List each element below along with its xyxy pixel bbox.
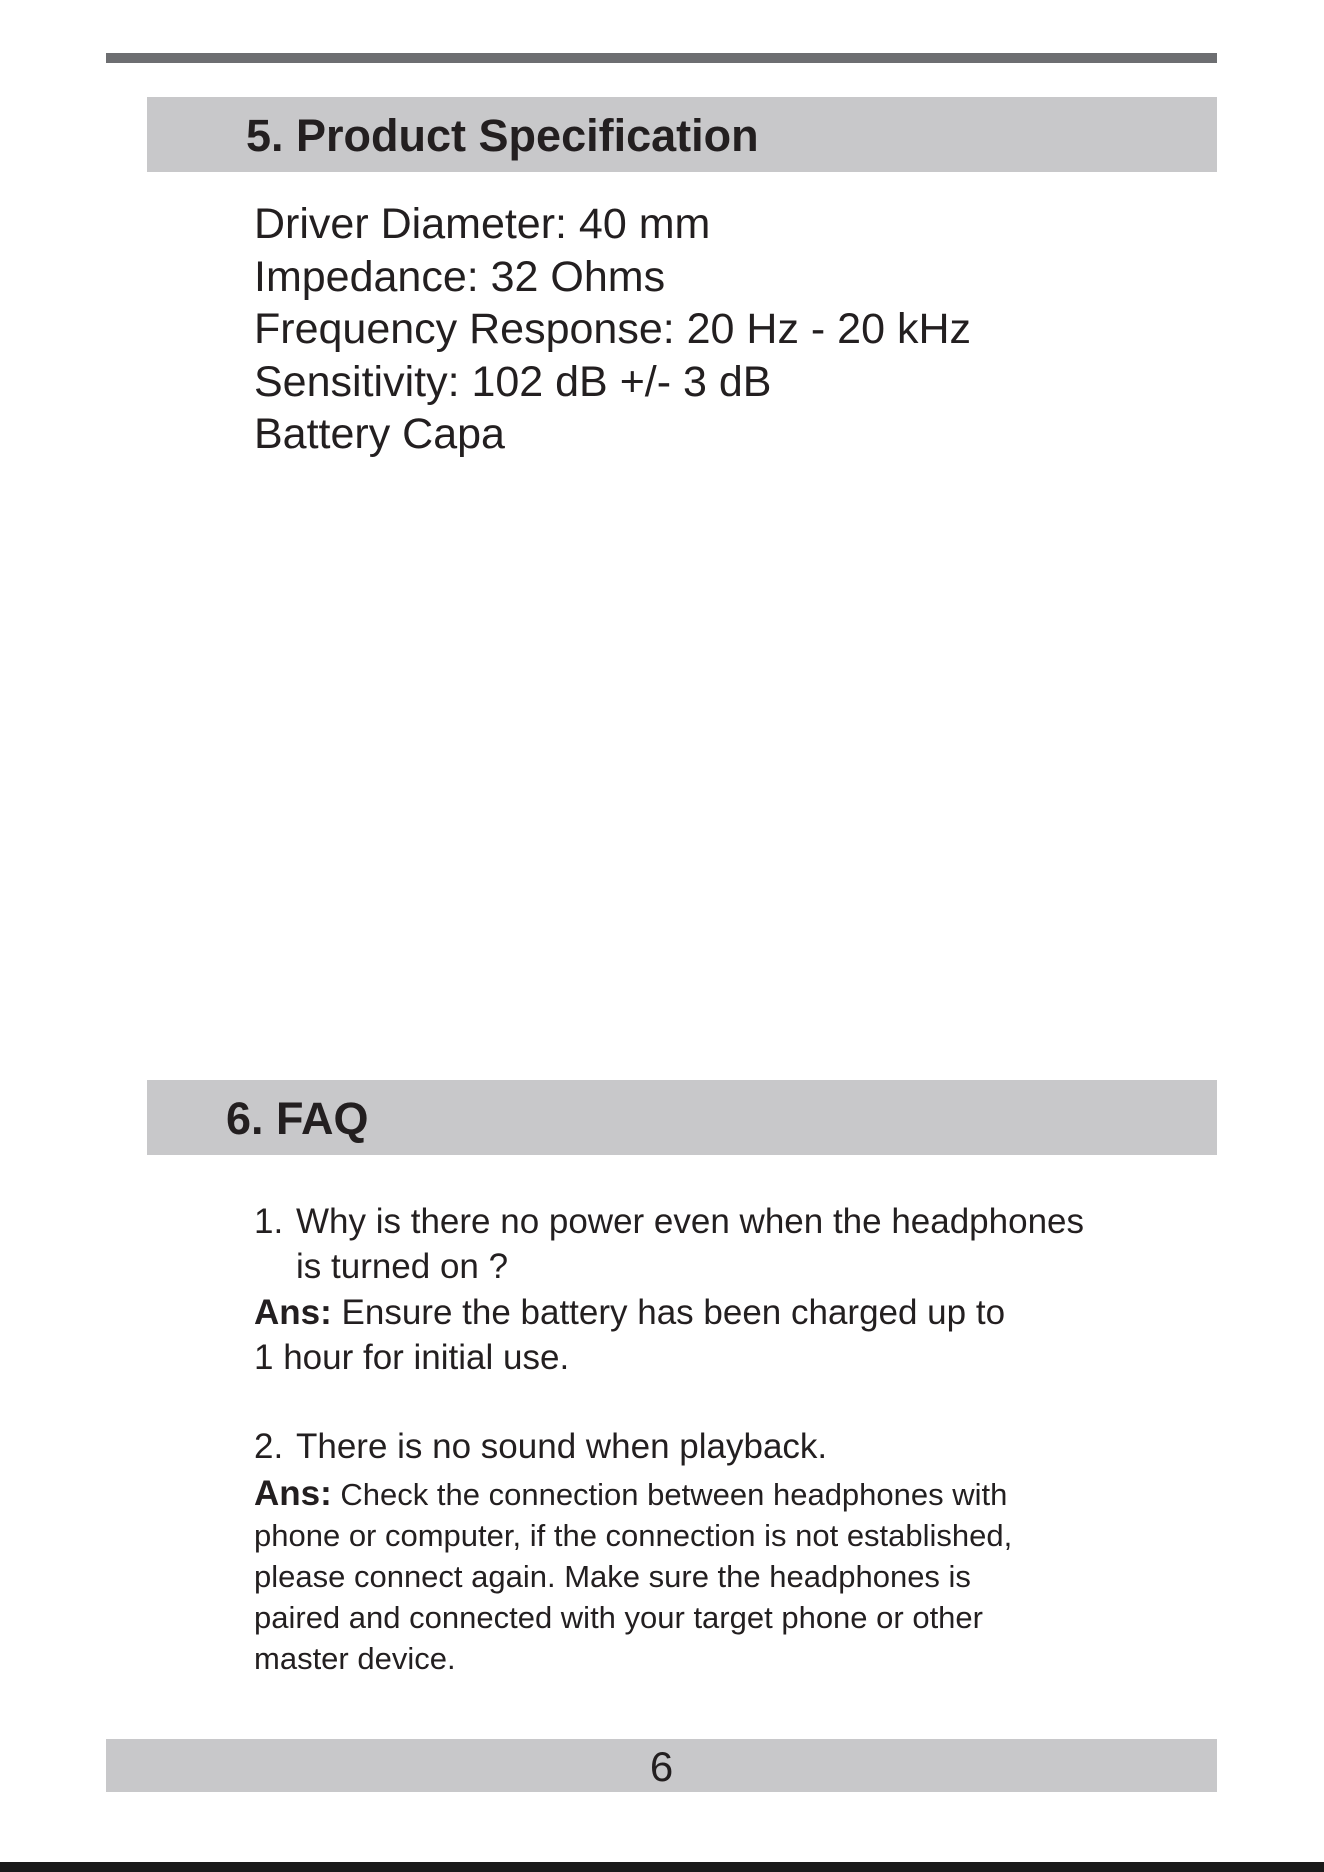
spec-item-impedance: Impedance: 32 Ohms — [254, 252, 666, 301]
spec-section-header — [147, 97, 1217, 172]
bottom-edge — [0, 1862, 1324, 1872]
spec-section-title: 5. Product Specification — [246, 110, 759, 161]
spec-item-frequency-response: Frequency Response: 20 Hz - 20 kHz — [254, 305, 971, 353]
faq-question-1-line-2: is turned on ? — [296, 1247, 509, 1286]
spec-item-battery-capacity: Battery Capa — [254, 410, 505, 458]
faq-answer-2-line-2: phone or computer, if the connection is not established, — [254, 1518, 1013, 1553]
top-rule — [106, 53, 1217, 63]
faq-section-title: 6. FAQ — [226, 1093, 369, 1144]
faq-question-2 — [254, 1424, 1134, 1469]
spec-list — [254, 198, 971, 461]
faq-question-1-line-1: Why is there no power even when the headphones — [296, 1202, 1085, 1241]
spec-item-driver-diameter: Driver Diameter: 40 mm — [254, 200, 711, 248]
faq-answer-1 — [254, 1290, 1134, 1380]
faq-answer-2-line-3: please connect again. Make sure the headphones is — [254, 1559, 971, 1594]
faq-answer-1-label: Ans: — [254, 1293, 332, 1332]
page-number: 6 — [649, 1743, 674, 1790]
faq-answer-2-line-1: Check the connection between headphones with — [340, 1477, 1008, 1512]
faq-question-1 — [254, 1199, 1134, 1289]
faq-section-header — [147, 1080, 1217, 1155]
faq-answer-2-label: Ans: — [254, 1474, 332, 1513]
faq-answer-2-line-4: paired and connected with your target phone or other — [254, 1600, 983, 1635]
faq-answer-1-line-1: Ensure the battery has been charged up to — [341, 1293, 1006, 1332]
faq-question-1-number: 1. — [254, 1202, 284, 1241]
spec-item-sensitivity: Sensitivity: 102 dB +/- 3 dB — [254, 357, 772, 406]
faq-answer-1-line-2: 1 hour for initial use. — [254, 1338, 570, 1377]
faq-answer-2 — [254, 1473, 1134, 1679]
page-footer — [106, 1739, 1217, 1792]
faq-question-2-number: 2. — [254, 1427, 284, 1466]
faq-question-2-text: There is no sound when playback. — [296, 1427, 828, 1466]
faq-answer-2-line-5: master device. — [254, 1641, 456, 1676]
